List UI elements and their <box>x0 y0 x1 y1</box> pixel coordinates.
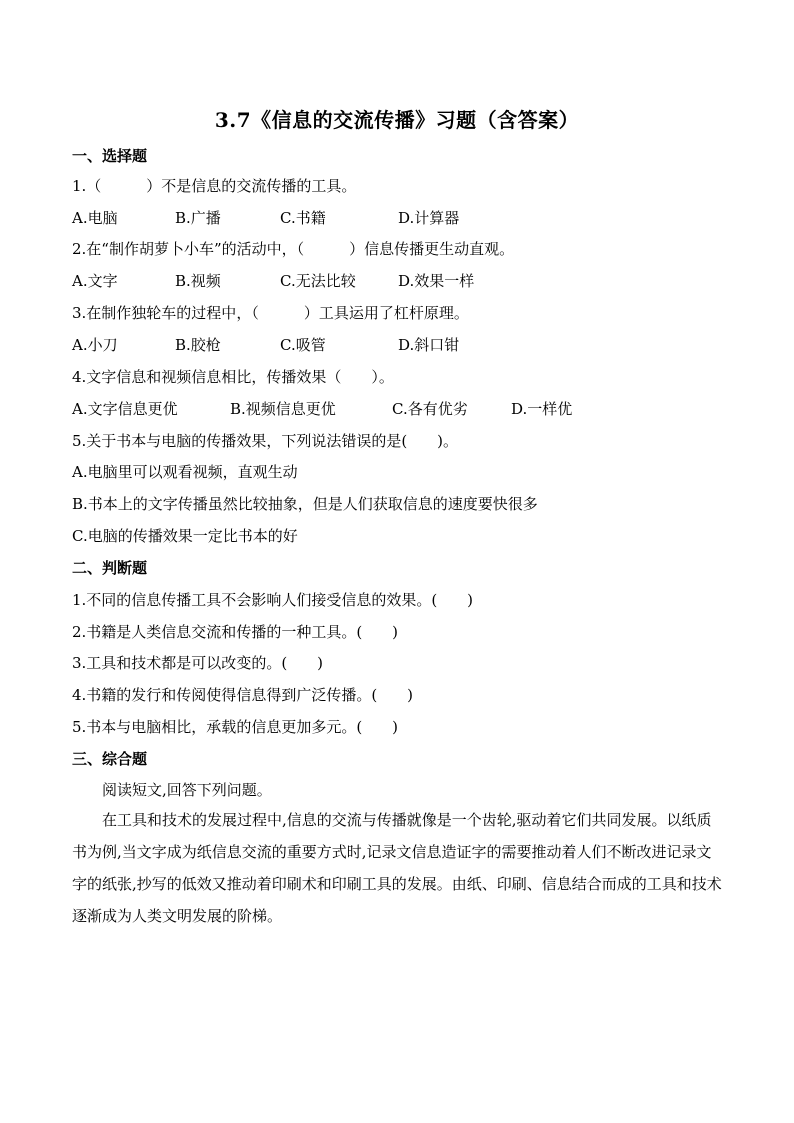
tf-question-1: 1.不同的信息传播工具不会影响人们接受信息的效果。( ) <box>72 591 474 609</box>
section-heading-choice: 一、选择题 <box>72 147 148 165</box>
q3-option-d: D.斜口钳 <box>398 336 460 354</box>
q2-option-b: B.视频 <box>175 272 221 290</box>
question-1: 1.（ ）不是信息的交流传播的工具。 <box>72 177 357 195</box>
reading-instruction: 阅读短文,回答下列问题。 <box>102 781 272 799</box>
q1-option-a: A.电脑 <box>72 209 118 227</box>
q3-option-a: A.小刀 <box>72 336 118 354</box>
q5-option-a: A.电脑里可以观看视频，直观生动 <box>72 463 298 481</box>
tf-question-5: 5.书本与电脑相比，承载的信息更加多元。( ) <box>72 718 399 736</box>
question-4: 4.文字信息和视频信息相比，传播效果（ ）。 <box>72 368 394 386</box>
q5-option-c: C.电脑的传播效果一定比书本的好 <box>72 527 298 545</box>
q2-option-a: A.文字 <box>72 272 118 290</box>
q4-option-b: B.视频信息更优 <box>230 400 336 418</box>
reading-passage: 在工具和技术的发展过程中,信息的交流与传播就像是一个齿轮,驱动着它们共同发展。以纸质书为例,当文字成为纸信息交流的重要方式时,记录文信息造证字的需要推动着人们不断改进记录文字的纸张,抄写的低效又推动着印刷术和印刷工具的发展。由纸、印刷、信息结合而成的工具和技术逐渐成为人类文明发展的阶梯。 <box>72 811 722 925</box>
section-heading-comprehensive: 三、综合题 <box>72 750 148 768</box>
q3-option-b: B.胶枪 <box>175 336 221 354</box>
question-3: 3.在制作独轮车的过程中，（ ）工具运用了杠杆原理。 <box>72 304 469 322</box>
q4-option-c: C.各有优劣 <box>392 400 468 418</box>
tf-question-3: 3.工具和技术都是可以改变的。( ) <box>72 654 324 672</box>
question-5: 5.关于书本与电脑的传播效果，下列说法错误的是( )。 <box>72 432 459 450</box>
q4-option-a: A.文字信息更优 <box>72 400 178 418</box>
page-title: 3.7《信息的交流传播》习题（含答案） <box>214 108 580 132</box>
q2-option-c: C.无法比较 <box>280 272 356 290</box>
q3-option-c: C.吸管 <box>280 336 326 354</box>
tf-question-2: 2.书籍是人类信息交流和传播的一种工具。( ) <box>72 623 399 641</box>
q1-option-d: D.计算器 <box>398 209 460 227</box>
q4-option-d: D.一样优 <box>511 400 573 418</box>
section-heading-true-false: 二、判断题 <box>72 559 148 577</box>
q2-option-d: D.效果一样 <box>398 272 475 290</box>
q1-option-c: C.书籍 <box>280 209 326 227</box>
q1-option-b: B.广播 <box>175 209 221 227</box>
tf-question-4: 4.书籍的发行和传阅使得信息得到广泛传播。( ) <box>72 686 414 704</box>
question-2: 2.在“制作胡萝卜小车”的活动中，（ ）信息传播更生动直观。 <box>72 240 515 258</box>
q5-option-b: B.书本上的文字传播虽然比较抽象，但是人们获取信息的速度要快很多 <box>72 495 538 513</box>
